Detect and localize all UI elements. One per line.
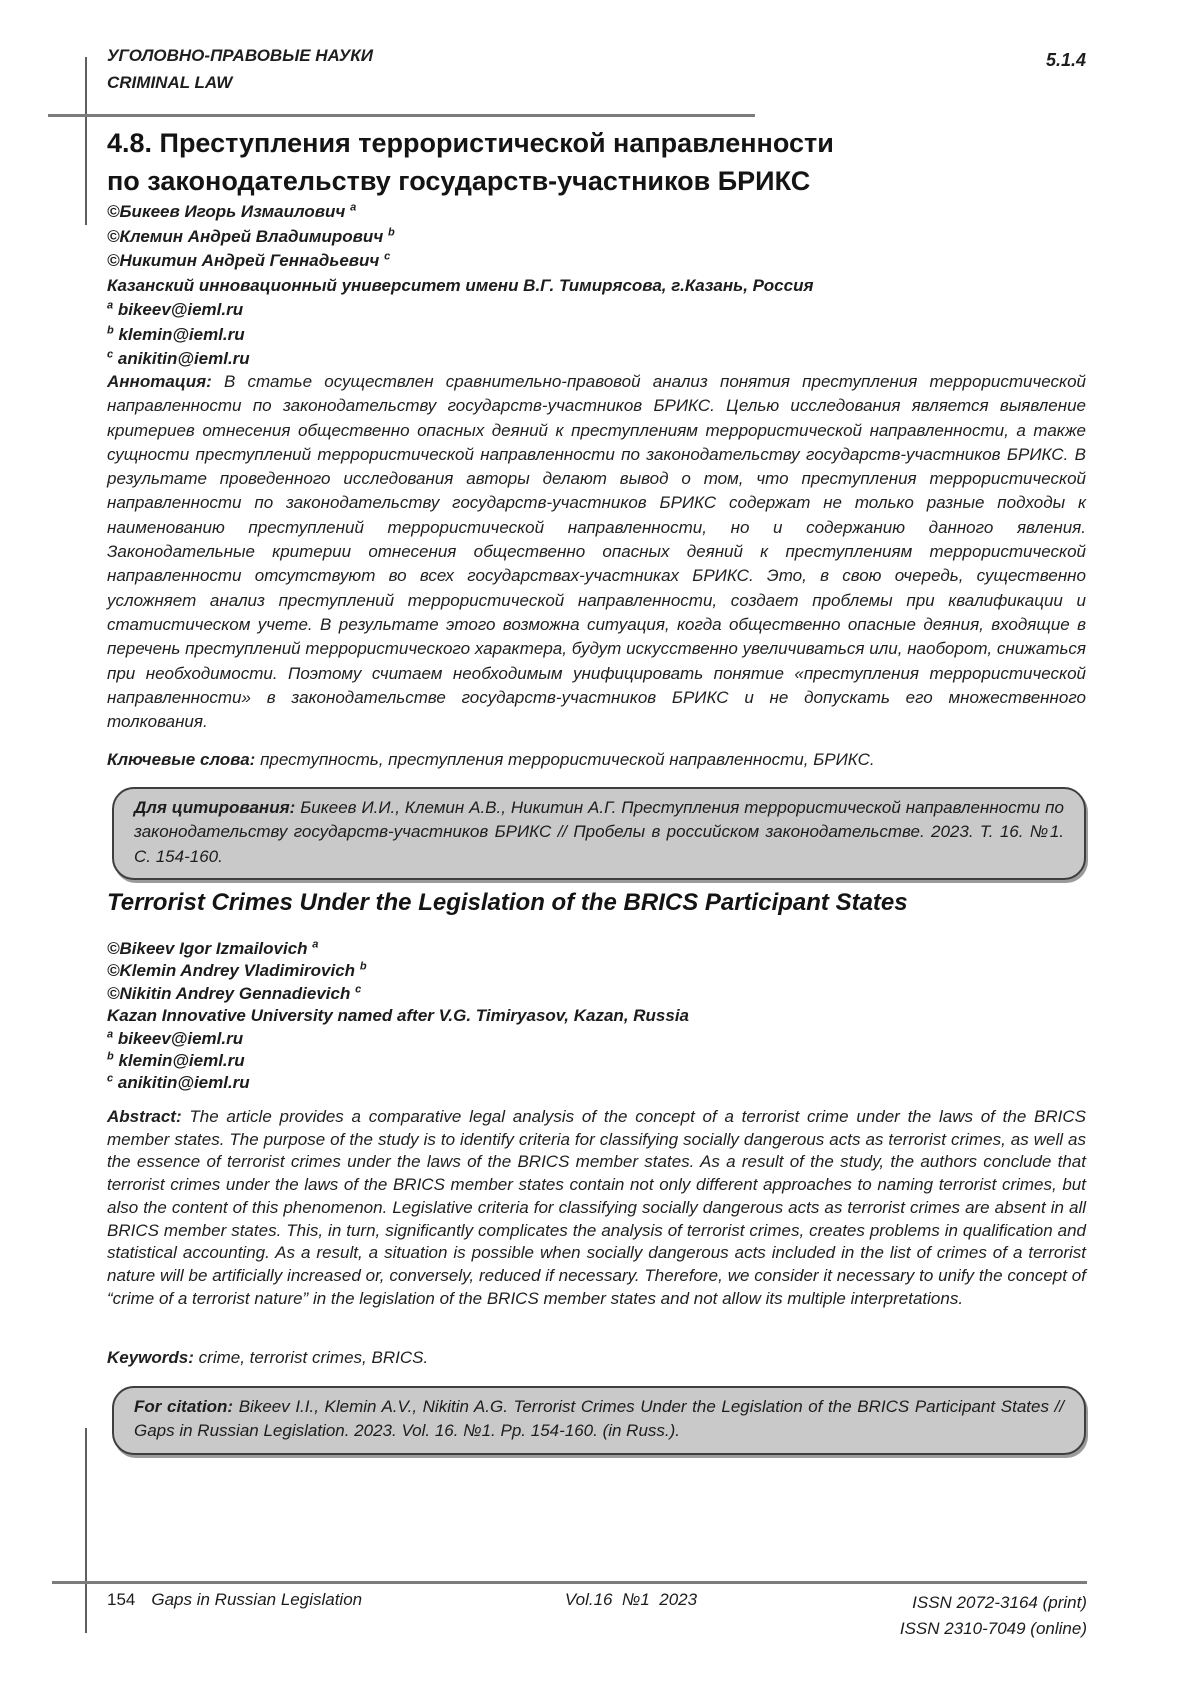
email-address: bikeev@ieml.ru xyxy=(117,1028,244,1048)
author-line: ©Бикеев Игорь Измаилович $^a$ xyxy=(107,201,357,221)
section-code: 5.1.4 xyxy=(1045,50,1086,70)
abstract-en-label: Abstract: xyxy=(107,1107,182,1126)
email-sup: b xyxy=(107,1050,114,1063)
footer-issn-print: ISSN 2072-3164 (print) xyxy=(912,1593,1087,1612)
email-address: bikeev@ieml.ru xyxy=(117,300,244,319)
footer-rule xyxy=(52,1581,1087,1584)
citation-box-ru xyxy=(112,787,1086,880)
article-title-ru-line2: по законодательству государств-участников БРИКС xyxy=(107,166,811,196)
keywords-en-text: crime, terrorist crimes, BRICS. xyxy=(198,1348,429,1367)
footer-left xyxy=(107,1590,362,1610)
article-title-en: Terrorist Crimes Under the Legislation of the BRICS Participant States xyxy=(107,889,908,916)
author-sup: c xyxy=(355,983,362,996)
author-sup: b xyxy=(387,225,395,238)
footer-issn-online: ISSN 2310-7049 (online) xyxy=(899,1619,1087,1638)
left-margin-rule-top xyxy=(85,57,87,225)
running-head xyxy=(107,42,373,96)
author-sup: a xyxy=(312,938,319,951)
abstract-ru xyxy=(107,370,1086,734)
author-line: ©Bikeev Igor Izmailovich $^a$ xyxy=(107,938,319,958)
email-address: anikitin@ieml.ru xyxy=(117,1073,250,1093)
email-sup: b xyxy=(107,323,114,336)
footer-page-number: 154 xyxy=(107,1590,136,1609)
email-line xyxy=(107,347,813,372)
email-sup: c xyxy=(107,348,114,361)
abstract-ru-label: Аннотация: xyxy=(107,372,212,391)
author-sup: b xyxy=(359,960,367,973)
left-margin-rule-bottom xyxy=(85,1428,87,1633)
citation-ru-label: Для цитирования: xyxy=(134,798,296,817)
rubric-en: CRIMINAL LAW xyxy=(107,73,233,92)
affiliation-ru: Казанский инновационный университет имени В.Г. Тимирясова, г.Казань, Россия xyxy=(107,275,814,295)
email-sup: c xyxy=(107,1072,114,1085)
keywords-en xyxy=(107,1348,428,1368)
email-address: klemin@ieml.ru xyxy=(118,324,245,344)
article-title-ru xyxy=(107,124,1097,200)
email-line xyxy=(107,1072,689,1094)
keywords-ru-text: преступность, преступления террористической направленности, БРИКС. xyxy=(260,750,875,769)
footer-journal-title: Gaps in Russian Legislation xyxy=(151,1590,363,1609)
author-line: ©Nikitin Andrey Gennadievich $^c$ xyxy=(107,983,362,1003)
email-sup: a xyxy=(107,1027,114,1040)
article-title-ru-line1: 4.8. Преступления террористической направленности xyxy=(107,128,834,158)
abstract-en xyxy=(107,1106,1086,1310)
keywords-en-label: Keywords: xyxy=(107,1348,194,1367)
citation-ru-text: Бикеев И.И., Клемин А.В., Никитин А.Г. Преступления террористической направленности по законодательству государств-участников БРИКС // Пробелы в российском законодательстве. 2023. Т. 16. №1. С. 154-160. xyxy=(134,798,1064,866)
email-sup: a xyxy=(107,299,114,312)
citation-en-label: For citation: xyxy=(134,1397,234,1416)
rubric-ru: УГОЛОВНО-ПРАВОВЫЕ НАУКИ xyxy=(107,46,373,65)
author-line: ©Клемин Андрей Владимирович $^b$ xyxy=(107,225,395,246)
authors-block-en xyxy=(107,938,689,1095)
citation-en-text: Bikeev I.I., Klemin A.V., Nikitin A.G. Terrorist Crimes Under the Legislation of the BRICS Participant States // Gaps in Russian Legislation. 2023. Vol. 16. №1. Pp. 154-160. (in Russ.). xyxy=(134,1397,1064,1441)
keywords-ru-label: Ключевые слова: xyxy=(107,750,256,769)
author-line: ©Никитин Андрей Геннадьевич $^c$ xyxy=(107,250,391,270)
author-sup: c xyxy=(384,250,391,263)
abstract-en-text: The article provides a comparative legal analysis of the concept of a terrorist crime under the laws of the BRICS member states. The purpose of the study is to identify criteria for classifying socially dangerous acts as terrorist crimes, as well as the essence of terrorist crimes under the laws of the BRICS member states. As a result of the study, the authors conclude that terrorist crimes under the laws of the BRICS member states contain not only different approaches to naming terrorist crimes, but also the content of this phenomenon. Legislative criteria for classifying socially dangerous acts as terrorist crimes are absent in all BRICS member states. This, in turn, significantly complicates the analysis of terrorist crimes, creates problems in qualification and statistical accounting. As a result, a situation is possible when socially dangerous acts included in the list of crimes of a terrorist nature will be artificially increased or, conversely, reduced if necessary. Therefore, we consider it necessary to unify the concept of “crime of a terrorist nature” in the legislation of the BRICS member states and not allow its multiple interpretations. xyxy=(107,1107,1086,1308)
email-line xyxy=(107,323,813,348)
author-line: ©Klemin Andrey Vladimirovich $^b$ xyxy=(107,960,367,981)
header-rule xyxy=(48,114,755,117)
keywords-ru xyxy=(107,750,875,770)
email-line xyxy=(107,298,813,323)
page-footer xyxy=(107,1590,1087,1642)
citation-box-en xyxy=(112,1386,1086,1455)
abstract-ru-text: В статье осуществлен сравнительно-правовой анализ понятия преступления террористической направленности по законодательству государств-участников БРИКС. Целью исследования является выявление критериев отнесения общественно опасных деяний к преступлениям террористической направленности, а также сущности преступлений террористической направленности по законодательству государств-участников БРИКС. В результате проведенного исследования авторы делают вывод о том, что преступления террористической направленности по законодательству государств-участников БРИКС содержат не только разные подходы к наименованию преступлений террористической направленности, но и содержанию данного явления. Законодательные критерии отнесения общественно опасных деяний к преступлениям террористической направленности отсутствуют во всех государствах-участниках БРИКС. Это, в свою очередь, существенно усложняет анализ преступлений террористической направленности, создает проблемы при квалификации и статистическом учете. В результате этого возможна ситуация, когда общественно опасные деяния, входящие в перечень преступлений террористического характера, будут искусственно увеличиваться или, наоборот, снижаться при необходимости. Поэтому считаем необходимым унифицировать понятие «преступления террористической направленности» в законодательстве государств-участников БРИКС и не допускать его множественного толкования. xyxy=(107,372,1086,732)
email-address: anikitin@ieml.ru xyxy=(117,349,250,368)
footer-issn xyxy=(900,1590,1087,1642)
email-line xyxy=(107,1028,689,1050)
authors-block-ru xyxy=(107,200,813,372)
author-sup: a xyxy=(350,201,357,214)
footer-issue: Vol.16 №1 2023 xyxy=(564,1590,698,1609)
email-line xyxy=(107,1050,689,1072)
affiliation-en: Kazan Innovative University named after V.G. Timiryasov, Kazan, Russia xyxy=(107,1006,690,1026)
email-address: klemin@ieml.ru xyxy=(118,1051,245,1071)
